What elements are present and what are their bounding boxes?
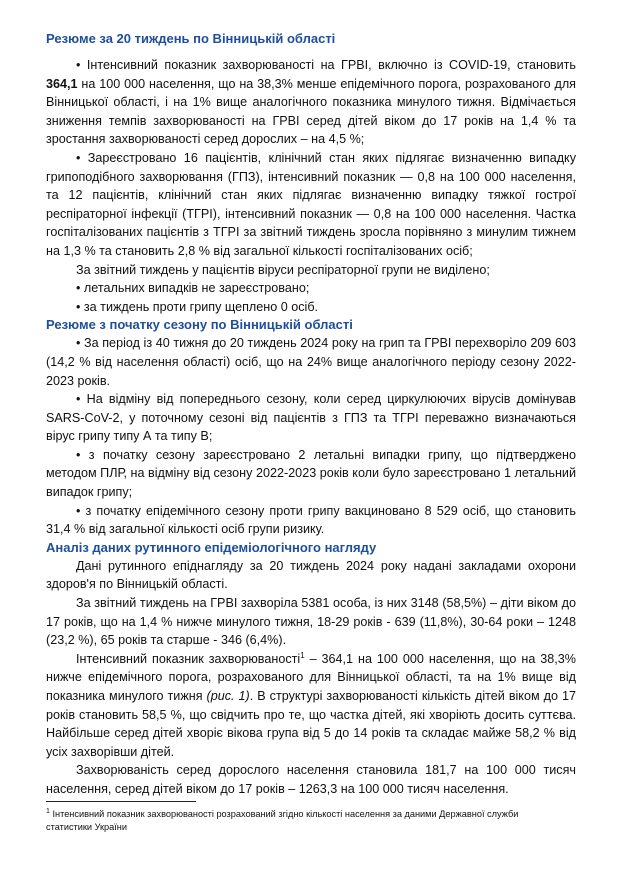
text-segment: • Інтенсивний показник захворюваності на ГРВІ, включно із COVID-19, становить — [76, 58, 576, 72]
paragraph-season-cases: • За період із 40 тижня до 20 тиждень 2024 року на грип та ГРВІ перехворіло 209 603 (14,2 % від населення області) осіб, що на 24% вище аналогічного періоду сезону 2022-2023 років. — [46, 336, 576, 388]
paragraph-surveillance-adults-children: Захворюваність серед дорослого населення становила 181,7 на 100 000 тисяч населення, серед дітей віком до 17 років – 1263,3 на 100 000 тисяч населення. — [46, 763, 576, 796]
paragraph-weekly-viruses: За звітний тиждень у пацієнтів віруси респіраторної групи не виділено; — [76, 262, 490, 277]
footnote-reference[interactable]: 1 — [300, 650, 305, 660]
paragraph-weekly-vaccinated: • за тиждень проти грипу щеплено 0 осіб. — [76, 299, 319, 314]
footnote-text: Інтенсивний показник захворюваності розрахований згідно кількості населення за даними Державної служби статистики України — [46, 809, 519, 832]
section-heading-routine-surveillance: Аналіз даних рутинного епідеміологічного нагляду — [46, 539, 377, 555]
text-segment: Інтенсивний показник захворюваності — [76, 651, 301, 666]
section-heading-season-summary: Резюме з початку сезону по Вінницькій області — [46, 317, 353, 333]
paragraph-weekly-incidence — [46, 56, 576, 149]
footnote-divider — [46, 801, 196, 802]
text-segment: на 100 000 населення, що на 38,3% менше епідемічного порога, розрахованого для Вінницької області, і на 1% вище аналогічного показника минулого тижня. Відмічається зниження темпів захворюваності на ГРВІ серед дітей віком до 17 років на 1,4 % та зростання захворюваності серед дорослих – на 4,5 %; — [46, 76, 576, 147]
paragraph-season-vaccination: • з початку епідемічного сезону проти грипу вакциновано 8 529 осіб, що становить 31,4 % від загальної кількості осіб групи ризику. — [46, 503, 576, 537]
paragraph-weekly-patients: • Зареєстровано 16 пацієнтів, клінічний стан яких підлягає визначенню випадку грипоподібного захворювання (ГПЗ), інтенсивний показник — 0,8 на 100 000 населення, та 12 пацієнтів, клінічний стан яких підлягає визначенню випадку тяжкої гострої респіраторної інфекції (ТГРІ), інтенсивний показник — 0,8 на 100 000 населення. Частка госпіталізованих пацієнтів з ТГРІ за звітний тиждень зросла порівняно з минулим тижнем на 1,3 % та становить 2,8 % від загальної кількості госпіталізованих осіб; — [46, 150, 576, 258]
paragraph-season-deaths: • з початку сезону зареєстровано 2 летальні випадки грипу, що підтверджено методом ПЛР, на відміну від сезону 2022-2023 років коли було зареєстровано 1 летальний випадок грипу; — [46, 447, 576, 500]
paragraph-season-viruses: • На відміну від попереднього сезону, коли серед циркулюючих вірусів домінував SARS-CoV-2, у поточному сезоні від пацієнтів з ГПЗ та ТГРІ переважно визначаються вірус грипу типу А та типу В; — [46, 392, 576, 444]
footnote — [46, 808, 546, 834]
paragraph-surveillance-incidence — [46, 650, 576, 762]
paragraph-surveillance-source: Дані рутинного епіднагляду за 20 тиждень 2024 року надані закладами охорони здоров'я по Вінницькій області. — [46, 558, 576, 592]
document-page — [46, 30, 576, 799]
text-segment: . В структурі захворюваності кількість дітей віком до 17 років становить 58,5 %, що свідчить про те, що частка дітей, які хворіють досить суттєва. Найбільше серед дітей хворіє вікова група від 5 до 14 років та складає майже 58,2 % від усіх захворівши дітей. — [46, 689, 576, 759]
footnote-marker: 1 — [46, 807, 50, 815]
text-segment: – 364,1 на 100 000 населення, що на 38,3% нижче епідемічного порога, розрахованого для Вінницької області, та на 1% вище від показника минулого тижня — [46, 651, 576, 703]
section-heading-weekly-summary: Резюме за 20 тиждень по Вінницькій області — [46, 31, 336, 46]
paragraph-surveillance-cases: За звітний тиждень на ГРВІ захворіла 5381 особа, із них 3148 (58,5%) – діти віком до 17 років, що на 1,4 % нижче минулого тижня, 18-29 років - 639 (11,8%), 30-64 роки – 1248 (23,2 %), 65 років та старше - 346 (6,4%). — [46, 596, 576, 648]
figure-reference: (рис. 1) — [206, 689, 250, 703]
paragraph-weekly-deaths: • летальних випадків не зареєстровано; — [76, 281, 310, 296]
incidence-value: 364,1 — [46, 76, 78, 91]
